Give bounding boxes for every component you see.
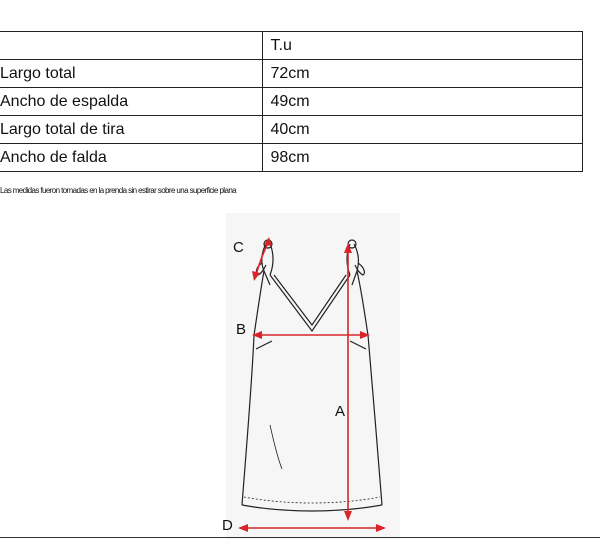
table-row <box>0 144 582 172</box>
arrow-c-head-bottom <box>252 271 260 281</box>
row-value: 40cm <box>262 116 582 144</box>
label-b: B <box>236 321 247 338</box>
dress-drawing <box>226 213 400 539</box>
arrow-a-head-bottom <box>344 511 352 521</box>
header-size-cell: T.u <box>262 32 582 60</box>
page-divider <box>0 537 600 538</box>
measurement-arrows <box>238 237 386 532</box>
row-label: Ancho de falda <box>0 144 262 172</box>
measurements-table <box>0 31 582 172</box>
garment-diagram <box>226 213 400 539</box>
measurement-note: Las medidas fueron tomadas en la prenda sin estirar sobre una superficie plana <box>0 186 237 195</box>
row-value: 49cm <box>262 88 582 116</box>
row-label: Largo total de tira <box>0 116 262 144</box>
table-row <box>0 88 582 116</box>
label-a: A <box>335 403 346 420</box>
table-row <box>0 60 582 88</box>
label-d: D <box>222 517 233 534</box>
row-value: 72cm <box>262 60 582 88</box>
label-c: C <box>233 239 244 256</box>
row-label: Ancho de espalda <box>0 88 262 116</box>
arrow-c-line <box>256 243 268 275</box>
dress-outline <box>242 240 382 511</box>
table-header-row <box>0 32 582 60</box>
arrow-d-head-right <box>376 524 386 532</box>
header-label-cell <box>0 32 262 60</box>
table-row <box>0 116 582 144</box>
arrow-d-head-left <box>238 524 248 532</box>
row-label: Largo total <box>0 60 262 88</box>
row-value: 98cm <box>262 144 582 172</box>
